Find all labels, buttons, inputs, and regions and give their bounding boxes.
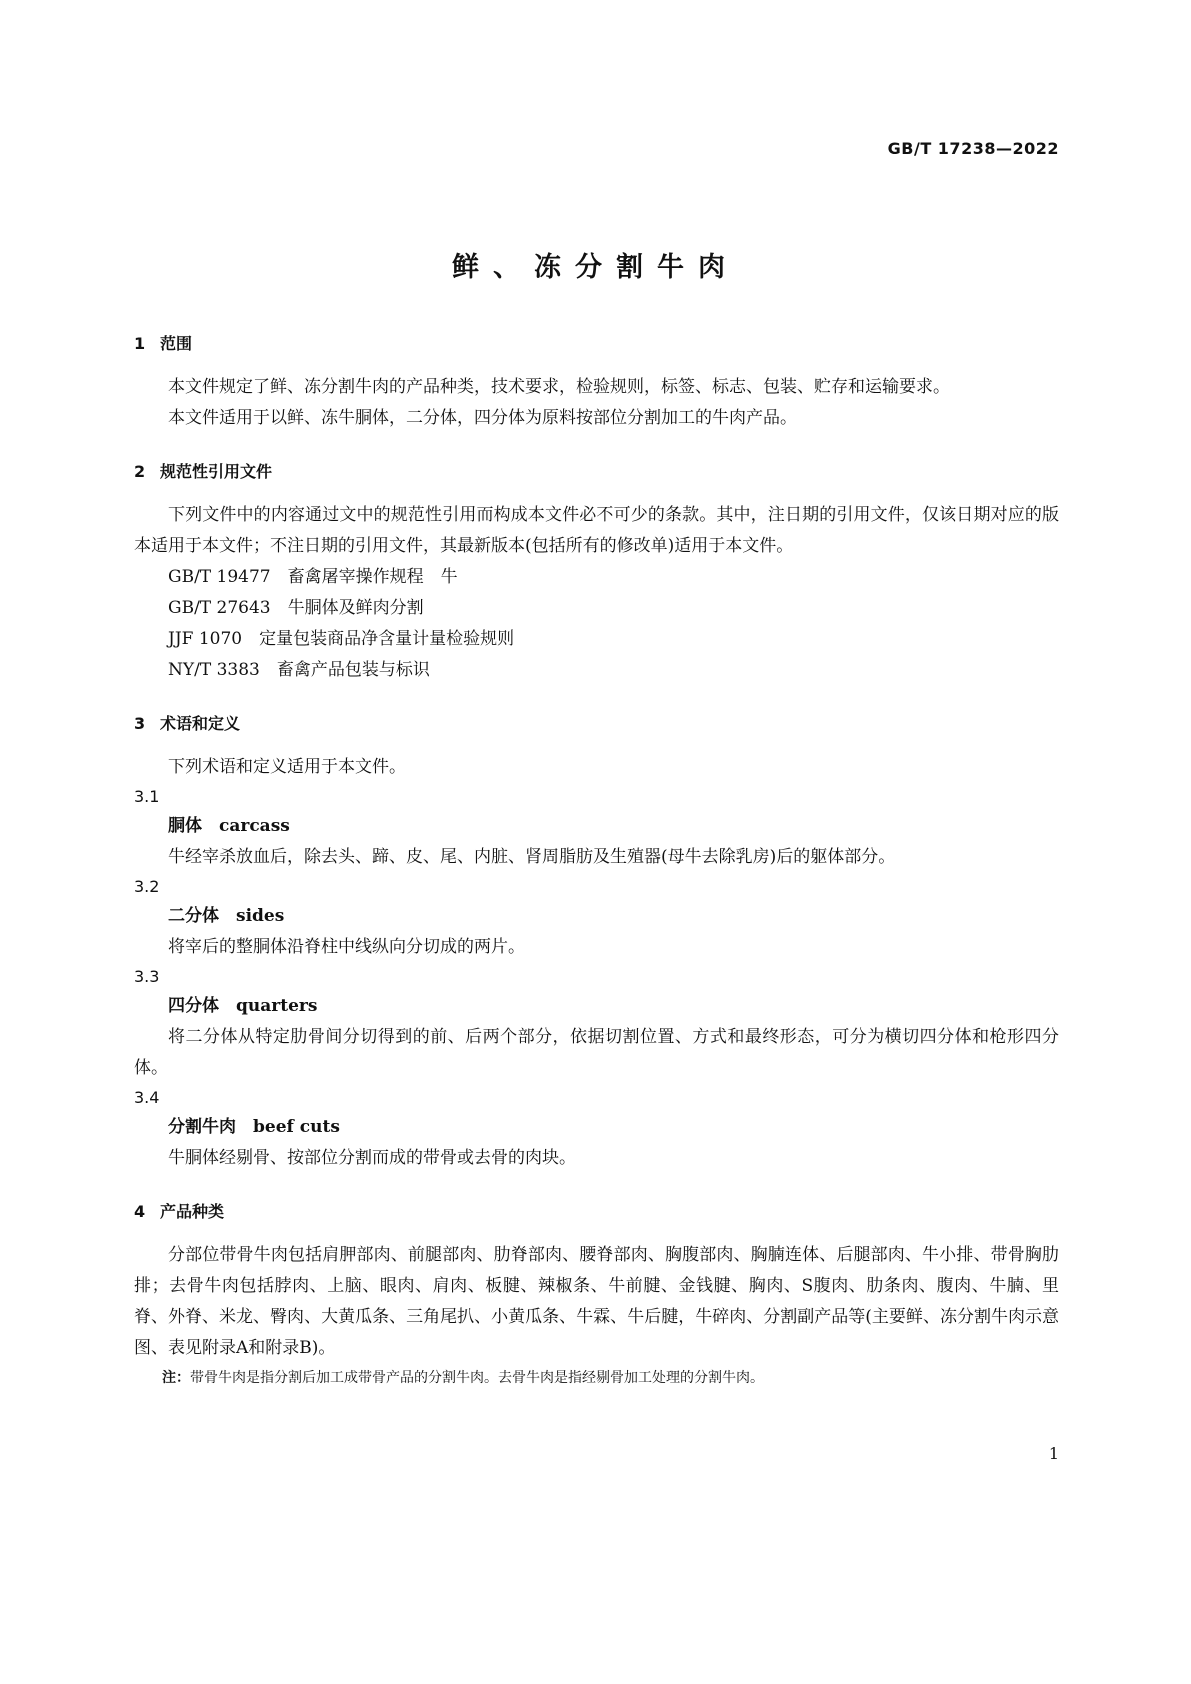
paragraph: 本文件规定了鲜、冻分割牛肉的产品种类，技术要求，检验规则，标签、标志、包装、贮存和运输要求。 <box>168 377 950 397</box>
note-label: 注： <box>162 1370 190 1386</box>
standard-code: GB/T 17238—2022 <box>887 139 1059 158</box>
section-heading-references <box>134 458 1059 486</box>
term-name: 胴体 carcass <box>168 816 290 836</box>
document-title: 鲜、冻分割牛肉 <box>452 252 739 283</box>
reference-item: NY/T 3383 畜禽产品包装与标识 <box>168 660 430 680</box>
section-number: 1 <box>134 334 146 353</box>
section-title: 范围 <box>160 334 193 353</box>
term-name: 二分体 sides <box>168 906 285 926</box>
term-number: 3.4 <box>134 1088 160 1107</box>
note <box>134 1366 1059 1390</box>
reference-list <box>134 562 1059 686</box>
paragraph: 下列术语和定义适用于本文件。 <box>168 757 406 777</box>
reference-item: JJF 1070 定量包装商品净含量计量检验规则 <box>168 629 515 649</box>
section-number: 2 <box>134 462 146 481</box>
term-number: 3.3 <box>134 967 160 986</box>
note-text: 带骨牛肉是指分割后加工成带骨产品的分割牛肉。去骨牛肉是指经剔骨加工处理的分割牛肉。 <box>190 1370 764 1386</box>
term-number: 3.1 <box>134 787 160 806</box>
page-number: 1 <box>1048 1444 1059 1463</box>
reference-item: GB/T 19477 畜禽屠宰操作规程 牛 <box>168 567 458 587</box>
paragraph: 下列文件中的内容通过文中的规范性引用而构成本文件必不可少的条款。其中，注日期的引用文件，仅该日期对应的版本适用于本文件；不注日期的引用文件，其最新版本(包括所有的修改单)适用于本文件。 <box>134 505 1059 556</box>
term-number: 3.2 <box>134 877 160 896</box>
term-definition: 牛经宰杀放血后，除去头、蹄、皮、尾、内脏、肾周脂肪及生殖器(母牛去除乳房)后的躯体部分。 <box>168 847 896 867</box>
section-number: 4 <box>134 1202 146 1221</box>
reference-item: GB/T 27643 牛胴体及鲜肉分割 <box>168 598 424 618</box>
section-heading-scope <box>134 330 1059 358</box>
section-title: 产品种类 <box>160 1202 225 1221</box>
paragraph: 分部位带骨牛肉包括肩胛部肉、前腿部肉、肋脊部肉、腰脊部肉、胸腹部肉、胸腩连体、后腿部肉、牛小排、带骨胸肋排；去骨牛肉包括脖肉、上脑、眼肉、肩肉、板腱、辣椒条、牛前腱、金钱腱、胸肉、S腹肉、肋条肉、腹肉、牛腩、里脊、外脊、米龙、臀肉、大黄瓜条、三角尾扒、小黄瓜条、牛霖、牛后腱，牛碎肉、分割副产品等(主要鲜、冻分割牛肉示意图、表见附录A和附录B)。 <box>134 1245 1059 1358</box>
term-definition: 将宰后的整胴体沿脊柱中线纵向分切成的两片。 <box>168 937 525 957</box>
section-heading-terms <box>134 710 1059 738</box>
section-title: 规范性引用文件 <box>160 462 273 481</box>
term-definition: 牛胴体经剔骨、按部位分割而成的带骨或去骨的肉块。 <box>168 1148 576 1168</box>
section-title: 术语和定义 <box>160 714 241 733</box>
section-heading-products <box>134 1198 1059 1226</box>
document-body <box>134 330 1059 1390</box>
term-name: 分割牛肉 beef cuts <box>168 1117 340 1137</box>
term-name: 四分体 quarters <box>168 996 318 1016</box>
term-definition: 将二分体从特定肋骨间分切得到的前、后两个部分，依据切割位置、方式和最终形态，可分为横切四分体和枪形四分体。 <box>134 1027 1059 1078</box>
paragraph: 本文件适用于以鲜、冻牛胴体，二分体，四分体为原料按部位分割加工的牛肉产品。 <box>168 408 797 428</box>
section-number: 3 <box>134 714 146 733</box>
